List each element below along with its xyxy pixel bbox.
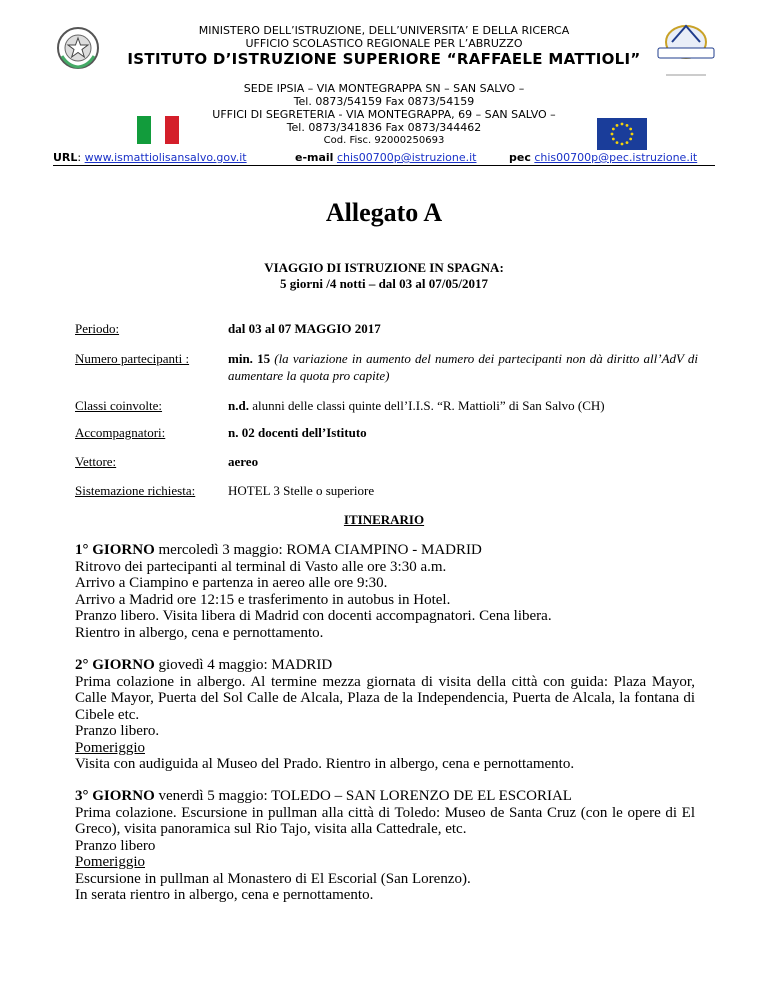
- vettore-value: aereo: [228, 454, 259, 469]
- day2-afternoon: Pomeriggio: [75, 739, 145, 756]
- partecipanti-note: (la variazione in aumento del numero dei partecipanti non dà diritto all’AdV di aumentare la quota pro capite): [228, 351, 699, 383]
- email-link[interactable]: chis00700p@istruzione.it: [336, 151, 477, 164]
- classi-label: Classi coinvolte:: [75, 398, 163, 413]
- eu-star-icon: [616, 124, 619, 127]
- eu-star-icon: [629, 128, 632, 131]
- day1-line: Pranzo libero. Visita libera di Madrid con docenti accompagnatori. Cena libera.: [75, 608, 552, 624]
- sistemazione-value: HOTEL 3 Stelle o superiore: [228, 483, 375, 498]
- eu-star-icon: [621, 143, 624, 146]
- day1-title: mercoledì 3 maggio: ROMA CIAMPINO - MADRID: [154, 542, 482, 558]
- day1-line: Arrivo a Madrid ore 12:15 e trasferimento in autobus in Hotel.: [75, 591, 451, 608]
- itinerary-day-3: [75, 788, 695, 904]
- accompagnatori-label: Accompagnatori:: [75, 425, 166, 440]
- eu-star-icon: [626, 124, 629, 127]
- eu-star-icon: [631, 133, 634, 136]
- email-label: e-mail: [295, 151, 334, 164]
- eu-star-icon: [621, 123, 624, 126]
- itinerary-day-2: [75, 657, 695, 773]
- accompagnatori-value: n. 02 docenti dell’Istituto: [228, 425, 367, 440]
- fiscal-code: Cod. Fisc. 92000250693: [323, 135, 445, 146]
- address-line: Tel. 0873/54159 Fax 0873/54159: [293, 95, 475, 108]
- eu-star-icon: [612, 138, 615, 141]
- trip-dates: 5 giorni /4 notti – dal 03 al 07/05/2017: [279, 276, 488, 291]
- european-union-flag-icon: [597, 118, 647, 150]
- header-divider: [53, 165, 715, 166]
- ministry-name: MINISTERO DELL’ISTRUZIONE, DELL’UNIVERSITA’ E DELLA RICERCA: [198, 24, 570, 37]
- trip-title: VIAGGIO DI ISTRUZIONE IN SPAGNA:: [264, 260, 504, 275]
- day3-lunch: Pranzo libero: [75, 837, 156, 854]
- day3-title: venerdì 5 maggio: TOLEDO – SAN LORENZO DE EL ESCORIAL: [154, 788, 572, 804]
- eu-star-icon: [612, 128, 615, 131]
- classi-bold: n.d.: [228, 398, 249, 413]
- pec-link[interactable]: chis00700p@pec.istruzione.it: [534, 151, 698, 164]
- school-name: ISTITUTO D’ISTRUZIONE SUPERIORE “RAFFAELE MATTIOLI”: [127, 50, 641, 68]
- periodo-label: Periodo:: [75, 321, 120, 336]
- eu-star-icon: [616, 141, 619, 144]
- classi-value: alunni delle classi quinte dell’I.I.S. “R. Mattioli” di San Salvo (CH): [252, 398, 605, 413]
- day1-line: Rientro in albergo, cena e pernottamento.: [75, 624, 324, 641]
- day3-label: 3° GIORNO: [75, 788, 155, 804]
- day1-line: Arrivo a Ciampino e partenza in aereo alle ore 9:30.: [75, 575, 388, 591]
- regional-office: UFFICIO SCOLASTICO REGIONALE PER L’ABRUZZO: [245, 37, 523, 50]
- url-label: URL: [53, 151, 78, 164]
- eu-star-icon: [626, 141, 629, 144]
- sistemazione-label: Sistemazione richiesta:: [75, 483, 196, 498]
- address-line: UFFICI DI SEGRETERIA - VIA MONTEGRAPPA, 69 – SAN SALVO –: [212, 108, 556, 121]
- day2-text: Prima colazione in albergo. Al termine mezza giornata di visita della città con guida: Plaza Mayor, Calle Mayor, Puerta del Sol Calle de Alcala, Plaza de la Independencia, Puerta de Alcala, la fontana di Cibele etc.: [75, 673, 695, 723]
- itinerary-heading: ITINERARIO: [343, 512, 425, 527]
- day3-afternoon: Pomeriggio: [75, 854, 145, 870]
- address-line: Tel. 0873/341836 Fax 0873/344462: [286, 121, 482, 134]
- partecipanti-value: min. 15: [228, 351, 271, 366]
- pec-label: pec: [509, 151, 531, 164]
- day3-text: Prima colazione. Escursione in pullman alla città di Toledo: Museo de Santa Cruz (con le opere di El Greco), visita panoramica sul Rio Tajo, visita alla Cattedrale, etc.: [75, 804, 695, 837]
- periodo-value: dal 03 al 07 MAGGIO 2017: [228, 321, 381, 336]
- address-line: SEDE IPSIA – VIA MONTEGRAPPA SN – SAN SALVO –: [243, 82, 525, 95]
- partecipanti-label: Numero partecipanti :: [75, 351, 190, 366]
- vettore-label: Vettore:: [75, 454, 117, 469]
- trip-heading: [0, 260, 768, 292]
- eu-star-icon: [629, 138, 632, 141]
- day2-title: giovedì 4 maggio: MADRID: [154, 657, 333, 673]
- website-link[interactable]: www.ismattiolisansalvo.gov.it: [84, 151, 247, 164]
- document-title: Allegato A: [325, 198, 443, 227]
- day3-evening-text: In serata rientro in albergo, cena e pernottamento.: [75, 887, 374, 903]
- day1-label: 1° GIORNO: [75, 542, 155, 558]
- day2-label: 2° GIORNO: [75, 657, 155, 673]
- italian-flag-icon: [137, 116, 179, 144]
- day3-afternoon-text: Escursione in pullman al Monastero di El Escorial (San Lorenzo).: [75, 870, 471, 887]
- itinerary-day-1: [75, 542, 695, 641]
- day2-afternoon-text: Visita con audiguida al Museo del Prado. Rientro in albergo, cena e pernottamento.: [75, 756, 575, 772]
- day1-line: Ritrovo dei partecipanti al terminal di Vasto alle ore 3:30 a.m.: [75, 558, 447, 575]
- eu-star-icon: [611, 133, 614, 136]
- day2-lunch: Pranzo libero.: [75, 723, 160, 739]
